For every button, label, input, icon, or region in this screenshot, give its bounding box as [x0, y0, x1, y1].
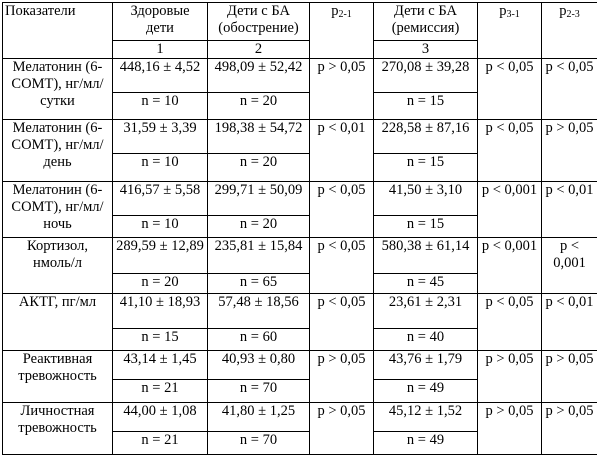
value-group2-cell: 235,81 ± 15,84: [208, 238, 310, 274]
table-row: [3, 403, 598, 432]
p21-cell: p > 0,05: [310, 351, 374, 403]
value-group2-cell: 198,38 ± 54,72: [208, 120, 310, 154]
table-body: [3, 59, 598, 455]
n-group2-cell: n = 60: [208, 329, 310, 351]
value-group3-cell: 228,58 ± 87,16: [374, 120, 478, 154]
value-group2-cell: 498,09 ± 52,42: [208, 59, 310, 93]
indicator-cell: Кортизол, нмоль/л: [3, 238, 113, 294]
p31-cell: p > 0,05: [478, 351, 542, 403]
table-row: [3, 120, 598, 154]
p23-cell: p < 0,001: [542, 238, 598, 294]
value-group1-cell: 43,14 ± 1,45: [113, 351, 208, 380]
value-group3-cell: 270,08 ± 39,28: [374, 59, 478, 93]
n-group1-cell: n = 10: [113, 154, 208, 182]
n-group3-cell: n = 45: [374, 274, 478, 294]
header-p23-label: p: [559, 3, 567, 19]
header-group2: Дети с БА (обострение): [208, 3, 310, 41]
indicator-cell: Личностная тревожность: [3, 403, 113, 455]
p23-cell: p < 0,01: [542, 294, 598, 351]
p31-cell: p > 0,05: [478, 403, 542, 455]
n-group1-cell: n = 10: [113, 93, 208, 120]
p31-cell: p < 0,05: [478, 59, 542, 120]
table-row: [3, 294, 598, 329]
header-num1: 1: [113, 41, 208, 59]
n-group3-cell: n = 40: [374, 329, 478, 351]
header-p23: [542, 3, 598, 59]
indicator-cell: Мелатонин (6-COMT), нг/мл/сутки: [3, 59, 113, 120]
n-group1-cell: n = 15: [113, 329, 208, 351]
value-group2-cell: 57,48 ± 18,56: [208, 294, 310, 329]
p31-cell: p < 0,05: [478, 294, 542, 351]
n-group3-cell: n = 15: [374, 216, 478, 238]
value-group3-cell: 41,50 ± 3,10: [374, 182, 478, 216]
p23-cell: p < 0,05: [542, 59, 598, 120]
table-row: [3, 351, 598, 380]
header-indicator: Показатели: [3, 3, 113, 59]
results-table: [2, 2, 597, 455]
header-p31: [478, 3, 542, 59]
table-row: [3, 182, 598, 216]
table-row: [3, 59, 598, 93]
p31-cell: p < 0,05: [478, 120, 542, 182]
p21-cell: p < 0,05: [310, 238, 374, 294]
p23-cell: p < 0,01: [542, 182, 598, 238]
n-group1-cell: n = 21: [113, 380, 208, 403]
p21-cell: p > 0,05: [310, 59, 374, 120]
header-p23-sub: 2-3: [566, 9, 580, 20]
value-group3-cell: 580,38 ± 61,14: [374, 238, 478, 274]
value-group1-cell: 44,00 ± 1,08: [113, 403, 208, 432]
n-group2-cell: n = 20: [208, 216, 310, 238]
n-group2-cell: n = 70: [208, 432, 310, 455]
p31-cell: p < 0,001: [478, 182, 542, 238]
indicator-cell: АКТГ, пг/мл: [3, 294, 113, 351]
p23-cell: p > 0,05: [542, 351, 598, 403]
n-group3-cell: n = 49: [374, 432, 478, 455]
value-group1-cell: 41,10 ± 18,93: [113, 294, 208, 329]
p21-cell: p < 0,05: [310, 294, 374, 351]
p21-cell: p > 0,05: [310, 403, 374, 455]
value-group1-cell: 289,59 ± 12,89: [113, 238, 208, 274]
n-group3-cell: n = 15: [374, 154, 478, 182]
header-group1: Здоровые дети: [113, 3, 208, 41]
n-group1-cell: n = 20: [113, 274, 208, 294]
value-group3-cell: 45,12 ± 1,52: [374, 403, 478, 432]
header-p21: [310, 3, 374, 59]
header-p21-sub: 2-1: [338, 9, 352, 20]
p31-cell: p < 0,001: [478, 238, 542, 294]
n-group2-cell: n = 20: [208, 93, 310, 120]
value-group1-cell: 31,59 ± 3,39: [113, 120, 208, 154]
n-group1-cell: n = 21: [113, 432, 208, 455]
n-group2-cell: n = 70: [208, 380, 310, 403]
indicator-cell: Мелатонин (6-COMT), нг/мл/день: [3, 120, 113, 182]
results-table-page: [2, 2, 597, 463]
header-group3: Дети с БА (ремиссия): [374, 3, 478, 41]
p21-cell: p < 0,01: [310, 120, 374, 182]
n-group2-cell: n = 65: [208, 274, 310, 294]
value-group2-cell: 40,93 ± 0,80: [208, 351, 310, 380]
header-p31-label: p: [499, 3, 507, 19]
header-num2: 2: [208, 41, 310, 59]
p21-cell: p < 0,05: [310, 182, 374, 238]
p23-cell: p > 0,05: [542, 120, 598, 182]
value-group2-cell: 299,71 ± 50,09: [208, 182, 310, 216]
n-group3-cell: n = 49: [374, 380, 478, 403]
value-group2-cell: 41,80 ± 1,25: [208, 403, 310, 432]
value-group1-cell: 416,57 ± 5,58: [113, 182, 208, 216]
value-group3-cell: 23,61 ± 2,31: [374, 294, 478, 329]
n-group1-cell: n = 10: [113, 216, 208, 238]
value-group1-cell: 448,16 ± 4,52: [113, 59, 208, 93]
n-group3-cell: n = 15: [374, 93, 478, 120]
indicator-cell: Реактивная тревожность: [3, 351, 113, 403]
value-group3-cell: 43,76 ± 1,79: [374, 351, 478, 380]
p23-cell: p > 0,05: [542, 403, 598, 455]
indicator-cell: Мелатонин (6-COMT), нг/мл/ночь: [3, 182, 113, 238]
header-row: [3, 3, 598, 41]
header-p31-sub: 3-1: [506, 9, 520, 20]
table-row: [3, 238, 598, 274]
header-p21-label: p: [331, 3, 339, 19]
header-num3: 3: [374, 41, 478, 59]
n-group2-cell: n = 20: [208, 154, 310, 182]
